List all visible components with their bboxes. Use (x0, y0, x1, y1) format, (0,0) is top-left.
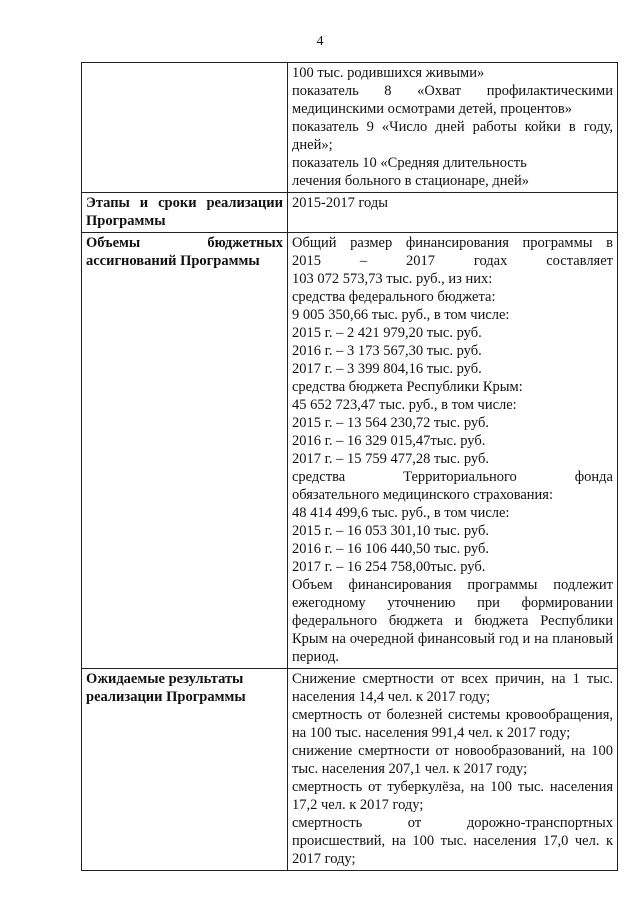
row-value (288, 193, 618, 233)
table-row (82, 193, 618, 233)
table-row (82, 63, 618, 193)
text-paragraph: Снижение смертности от всех причин, на 1 тыс. населения 14,4 чел. к 2017 году; (292, 671, 613, 705)
row-value (288, 63, 618, 193)
text-line: средства федерального бюджета: (292, 289, 496, 305)
text-line: 9 005 350,66 тыс. руб., в том числе: (292, 307, 510, 323)
table-row (82, 669, 618, 871)
text-paragraph: снижение смертности от новообразований, на 100 тыс. населения 207,1 чел. к 2017 году; (292, 743, 613, 777)
label-line: Этапы и сроки реализации (86, 195, 283, 211)
text-paragraph: Объем финансирования программы подлежит ежегодному уточнению при формировании федерального бюджета и бюджета Республики Крым на очередной финансовый год и на плановый период. (292, 577, 613, 665)
row-value (288, 233, 618, 669)
text-line: 2016 г. – 16 106 440,50 тыс. руб. (292, 541, 489, 557)
row-label (82, 233, 288, 669)
text-line: 2015-2017 годы (292, 195, 388, 211)
text-line: 2017 г. – 15 759 477,28 тыс. руб. (292, 451, 489, 467)
label-line: ассигнований Программы (86, 253, 260, 269)
text-line: показатель 9 «Число дней работы койки в году, дней»; (292, 119, 613, 153)
text-line: 2017 г. – 16 254 758,00тыс. руб. (292, 559, 486, 575)
row-label (82, 193, 288, 233)
row-label (82, 669, 288, 871)
label-line: Ожидаемые результаты (86, 671, 244, 687)
row-label-empty (82, 63, 288, 193)
label-line: реализации Программы (86, 689, 246, 705)
text-line: показатель 8 «Охват профилактическими медицинскими осмотрами детей, процентов» (292, 83, 613, 117)
text-paragraph: смертность от туберкулёза, на 100 тыс. населения 17,2 чел. к 2017 году; (292, 779, 613, 813)
label-line: Объемы бюджетных (86, 235, 283, 251)
text-line: средства бюджета Республики Крым: (292, 379, 523, 395)
text-line: 2017 г. – 3 399 804,16 тыс. руб. (292, 361, 482, 377)
text-line: Общий размер финансирования программы в (292, 235, 613, 251)
text-line: 2015 г. – 2 421 979,20 тыс. руб. (292, 325, 482, 341)
label-line: Программы (86, 213, 166, 229)
row-value (288, 669, 618, 871)
text-line: 2015 г. – 16 053 301,10 тыс. руб. (292, 523, 489, 539)
page-number: 4 (316, 34, 324, 49)
passport-table (81, 62, 618, 871)
text-line: 2016 г. – 3 173 567,30 тыс. руб. (292, 343, 482, 359)
text-line: 2016 г. – 16 329 015,47тыс. руб. (292, 433, 486, 449)
text-line: 45 652 723,47 тыс. руб., в том числе: (292, 397, 517, 413)
text-paragraph: смертность от болезней системы кровообращения, на 100 тыс. населения 991,4 чел. к 2017 году; (292, 707, 613, 741)
text-line: обязательного медицинского страхования: (292, 487, 553, 503)
text-line: средства Территориального фонда (292, 469, 613, 485)
text-line: 2015 – 2017 годах составляет (292, 253, 613, 269)
table-row (82, 233, 618, 669)
text-line: 103 072 573,73 тыс. руб., из них: (292, 271, 493, 287)
text-line: показатель 10 «Средняя длительность лечения больного в стационаре, дней» (292, 155, 529, 189)
text-line: 100 тыс. родившихся живыми» (292, 65, 485, 81)
text-line: 2015 г. – 13 564 230,72 тыс. руб. (292, 415, 489, 431)
text-line: 48 414 499,6 тыс. руб., в том числе: (292, 505, 510, 521)
text-paragraph: смертность от дорожно-транспортных происшествий, на 100 тыс. населения 17,0 чел. к 2017 году; (292, 815, 613, 867)
